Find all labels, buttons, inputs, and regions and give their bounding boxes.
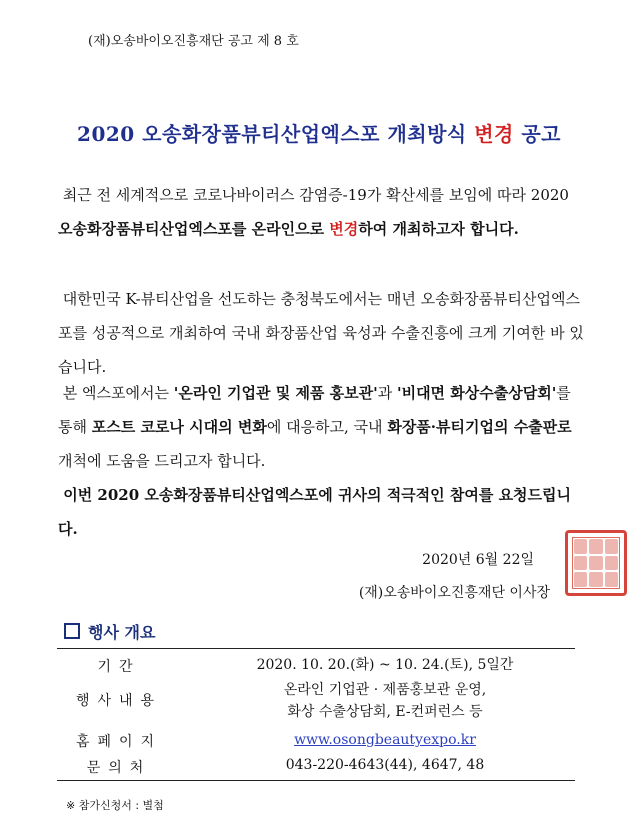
title-highlight: 변경 <box>474 122 514 146</box>
table-top-rule <box>57 648 575 649</box>
title-suffix: 공고 <box>513 122 561 146</box>
row-value-period: 2020. 10. 20.(화) ~ 10. 24.(토), 5일간 <box>256 657 514 673</box>
paragraph-1: 최근 전 세계적으로 코로나바이러스 감염증-19가 확산세를 보임에 따라 2020 오송화장품뷰티산업엑스포를 온라인으로 변경하여 개최하고자 합니다. <box>58 186 569 238</box>
row-value-content-2: 화상 수출상담회, E-컨퍼런스 등 <box>287 704 483 720</box>
notice-number: (재)오송바이오진흥재단 공고 제 8 호 <box>88 34 299 49</box>
official-seal-icon <box>565 530 627 596</box>
table-bottom-rule <box>57 780 575 781</box>
checkbox-square-icon <box>64 623 80 639</box>
paragraph-4: 이번 2020 오송화장품뷰티산업엑스포에 귀사의 적극적인 참여를 요청드립니다. <box>58 486 572 538</box>
title-text: 2020 오송화장품뷰티산업엑스포 개최방식 <box>77 122 475 146</box>
row-label-contact: 문의처 <box>86 760 152 776</box>
notice-date: 2020년 6월 22일 <box>422 552 534 568</box>
row-label-content: 행사내용 <box>75 693 163 709</box>
section-heading: 행사 개요 <box>64 620 155 643</box>
row-value-homepage <box>210 728 560 752</box>
row-label-homepage: 홈페이지 <box>75 734 163 750</box>
footnote: ※ 참가신청서 : 별첨 <box>66 799 164 812</box>
row-value-contact: 043-220-4643(44), 4647, 48 <box>285 757 485 773</box>
row-value-content-1: 온라인 기업관 · 제품홍보관 운영, <box>283 682 487 698</box>
paragraph-3: 본 엑스포에서는 '온라인 기업관 및 제품 홍보관'과 '비대면 화상수출상담회'를 통해 포스트 코로나 시대의 변화에 대응하고, 국내 화장품·뷰티기업의 수출판로 개척에 도움을 드리고자 합니다. <box>58 384 572 470</box>
paragraph-2: 대한민국 K-뷰티산업을 선도하는 충청북도에서는 매년 오송화장품뷰티산업엑스포를 성공적으로 개최하여 국내 화장품산업 육성과 수출진흥에 크게 기여한 바 있습니다. <box>58 290 584 376</box>
row-label-period: 기간 <box>97 659 141 675</box>
homepage-link[interactable]: www.osongbeautyexpo.kr <box>294 732 476 748</box>
issuer-organization: (재)오송바이오진흥재단 이사장 <box>358 585 550 601</box>
document-title <box>0 118 638 147</box>
